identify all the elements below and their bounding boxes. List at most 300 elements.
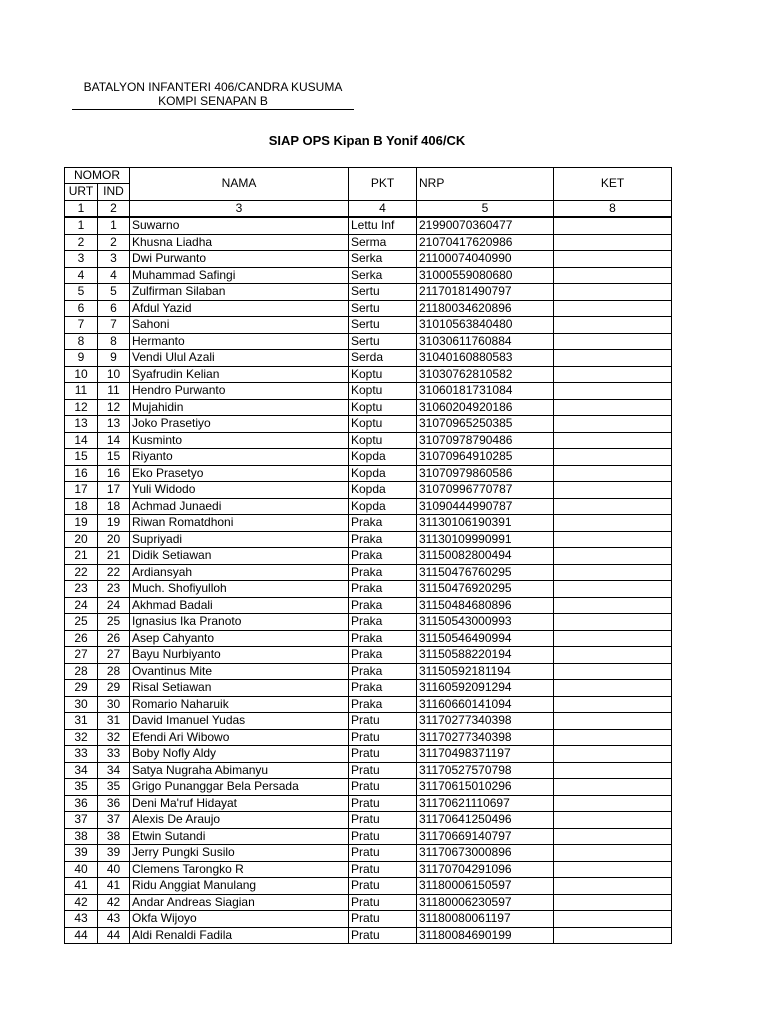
table-row: [65, 465, 672, 482]
row-pkt: Koptu: [349, 383, 417, 400]
row-urt: 7: [65, 317, 98, 334]
row-nrp: 31030762810582: [417, 366, 554, 383]
row-nrp: 31170641250496: [417, 812, 554, 829]
row-nama: Okfa Wijoyo: [130, 911, 349, 928]
row-ket: [554, 465, 672, 482]
row-nama: Jerry Pungki Susilo: [130, 845, 349, 862]
table-row: [65, 614, 672, 631]
row-urt: 3: [65, 251, 98, 268]
row-ket: [554, 383, 672, 400]
row-nama: Akhmad Badali: [130, 597, 349, 614]
row-pkt: Praka: [349, 680, 417, 697]
row-nama: Much. Shofiyulloh: [130, 581, 349, 598]
row-nama: Sahoni: [130, 317, 349, 334]
column-number: 1: [65, 200, 98, 217]
row-urt: 25: [65, 614, 98, 631]
row-nama: Etwin Sutandi: [130, 828, 349, 845]
row-pkt: Sertu: [349, 300, 417, 317]
row-urt: 2: [65, 234, 98, 251]
row-urt: 39: [65, 845, 98, 862]
row-nrp: 31170277340398: [417, 729, 554, 746]
row-ind: 40: [98, 861, 130, 878]
table-row: [65, 647, 672, 664]
table-row: [65, 795, 672, 812]
table-row: [65, 515, 672, 532]
row-ind: 4: [98, 267, 130, 284]
row-nama: Bayu Nurbiyanto: [130, 647, 349, 664]
row-nama: Afdul Yazid: [130, 300, 349, 317]
row-urt: 19: [65, 515, 98, 532]
row-pkt: Sertu: [349, 284, 417, 301]
row-nrp: 21070417620986: [417, 234, 554, 251]
row-ind: 23: [98, 581, 130, 598]
row-nama: Riyanto: [130, 449, 349, 466]
row-ind: 26: [98, 630, 130, 647]
row-ket: [554, 630, 672, 647]
row-ind: 19: [98, 515, 130, 532]
row-ind: 1: [98, 217, 130, 234]
table-row: [65, 267, 672, 284]
row-pkt: Pratu: [349, 894, 417, 911]
header-ket: KET: [554, 168, 672, 201]
row-nrp: 31070978790486: [417, 432, 554, 449]
row-ind: 20: [98, 531, 130, 548]
row-pkt: Pratu: [349, 795, 417, 812]
row-nrp: 31170621110697: [417, 795, 554, 812]
table-row: [65, 696, 672, 713]
row-urt: 17: [65, 482, 98, 499]
row-ket: [554, 647, 672, 664]
row-ket: [554, 399, 672, 416]
company-name: KOMPI SENAPAN B: [72, 93, 354, 110]
row-ind: 8: [98, 333, 130, 350]
column-number: 3: [130, 200, 349, 217]
row-nrp: 31170277340398: [417, 713, 554, 730]
personnel-table: [64, 167, 672, 944]
row-nama: Alexis De Araujo: [130, 812, 349, 829]
unit-name: BATALYON INFANTERI 406/CANDRA KUSUMA: [83, 80, 343, 94]
row-nama: Satya Nugraha Abimanyu: [130, 762, 349, 779]
row-urt: 26: [65, 630, 98, 647]
header-nrp: NRP: [417, 168, 554, 201]
table-row: [65, 350, 672, 367]
row-pkt: Pratu: [349, 713, 417, 730]
row-nrp: 31170673000896: [417, 845, 554, 862]
row-urt: 13: [65, 416, 98, 433]
row-nama: Hendro Purwanto: [130, 383, 349, 400]
table-row: [65, 399, 672, 416]
row-ind: 14: [98, 432, 130, 449]
row-nrp: 31160660141094: [417, 696, 554, 713]
row-pkt: Lettu Inf: [349, 217, 417, 234]
row-ket: [554, 366, 672, 383]
row-ind: 21: [98, 548, 130, 565]
row-nrp: 31160592091294: [417, 680, 554, 697]
row-ind: 43: [98, 911, 130, 928]
row-ind: 30: [98, 696, 130, 713]
row-ket: [554, 927, 672, 944]
row-nrp: 31170704291096: [417, 861, 554, 878]
row-ket: [554, 597, 672, 614]
row-nrp: 31070965250385: [417, 416, 554, 433]
row-nama: Khusna Liadha: [130, 234, 349, 251]
row-urt: 8: [65, 333, 98, 350]
row-nama: Asep Cahyanto: [130, 630, 349, 647]
row-nama: Ridu Anggiat Manulang: [130, 878, 349, 895]
row-pkt: Sertu: [349, 333, 417, 350]
row-nama: Efendi Ari Wibowo: [130, 729, 349, 746]
row-nama: Ovantinus Mite: [130, 663, 349, 680]
table-row: [65, 531, 672, 548]
row-nama: Romario Naharuik: [130, 696, 349, 713]
row-urt: 11: [65, 383, 98, 400]
row-ind: 15: [98, 449, 130, 466]
row-urt: 23: [65, 581, 98, 598]
row-ind: 18: [98, 498, 130, 515]
row-nrp: 31070996770787: [417, 482, 554, 499]
row-ket: [554, 548, 672, 565]
row-ind: 41: [98, 878, 130, 895]
row-ind: 10: [98, 366, 130, 383]
row-ind: 22: [98, 564, 130, 581]
row-urt: 40: [65, 861, 98, 878]
document-title: SIAP OPS Kipan B Yonif 406/CK: [268, 133, 466, 148]
table-row: [65, 251, 672, 268]
row-urt: 32: [65, 729, 98, 746]
row-nrp: 31180080061197: [417, 911, 554, 928]
row-pkt: Pratu: [349, 812, 417, 829]
row-ind: 16: [98, 465, 130, 482]
row-nama: Riwan Romatdhoni: [130, 515, 349, 532]
table-row: [65, 284, 672, 301]
row-nama: Dwi Purwanto: [130, 251, 349, 268]
row-ind: 6: [98, 300, 130, 317]
row-ind: 17: [98, 482, 130, 499]
row-pkt: Praka: [349, 531, 417, 548]
table-row: [65, 779, 672, 796]
row-ind: 31: [98, 713, 130, 730]
row-pkt: Kopda: [349, 465, 417, 482]
row-urt: 36: [65, 795, 98, 812]
row-ind: 42: [98, 894, 130, 911]
row-ket: [554, 432, 672, 449]
row-ket: [554, 251, 672, 268]
row-urt: 30: [65, 696, 98, 713]
row-ind: 12: [98, 399, 130, 416]
row-nrp: 31150592181194: [417, 663, 554, 680]
table-row: [65, 597, 672, 614]
row-urt: 41: [65, 878, 98, 895]
row-nrp: 31180084690199: [417, 927, 554, 944]
row-ind: 32: [98, 729, 130, 746]
table-row: [65, 317, 672, 334]
row-nama: Deni Ma'ruf Hidayat: [130, 795, 349, 812]
row-urt: 5: [65, 284, 98, 301]
row-urt: 1: [65, 217, 98, 234]
row-pkt: Praka: [349, 581, 417, 598]
row-pkt: Pratu: [349, 845, 417, 862]
row-ket: [554, 663, 672, 680]
row-pkt: Koptu: [349, 399, 417, 416]
row-pkt: Praka: [349, 564, 417, 581]
row-nama: Andar Andreas Siagian: [130, 894, 349, 911]
row-nama: Suwarno: [130, 217, 349, 234]
table-row: [65, 482, 672, 499]
row-ind: 7: [98, 317, 130, 334]
row-ket: [554, 762, 672, 779]
table-row: [65, 861, 672, 878]
row-urt: 33: [65, 746, 98, 763]
row-pkt: Praka: [349, 548, 417, 565]
row-pkt: Sertu: [349, 317, 417, 334]
row-pkt: Pratu: [349, 878, 417, 895]
row-ket: [554, 300, 672, 317]
row-ket: [554, 812, 672, 829]
row-nrp: 31170615010296: [417, 779, 554, 796]
row-ket: [554, 680, 672, 697]
table-row: [65, 828, 672, 845]
personnel-rows: [65, 217, 672, 944]
row-nrp: 31150588220194: [417, 647, 554, 664]
row-ket: [554, 845, 672, 862]
row-ket: [554, 482, 672, 499]
row-pkt: Kopda: [349, 498, 417, 515]
row-pkt: Pratu: [349, 746, 417, 763]
row-ind: 29: [98, 680, 130, 697]
table-row: [65, 746, 672, 763]
table-row: [65, 333, 672, 350]
row-nrp: 31030611760884: [417, 333, 554, 350]
row-nrp: 31170498371197: [417, 746, 554, 763]
row-ket: [554, 449, 672, 466]
row-ind: 28: [98, 663, 130, 680]
row-nrp: 31040160880583: [417, 350, 554, 367]
header-nama: NAMA: [130, 168, 349, 201]
row-ket: [554, 284, 672, 301]
row-nrp: 21170181490797: [417, 284, 554, 301]
row-nrp: 31150484680896: [417, 597, 554, 614]
row-nrp: 31010563840480: [417, 317, 554, 334]
row-nama: Ignasius Ika Pranoto: [130, 614, 349, 631]
table-row: [65, 432, 672, 449]
header-urt: URT: [65, 184, 98, 201]
row-ind: 33: [98, 746, 130, 763]
row-ket: [554, 217, 672, 234]
row-nrp: 31060181731084: [417, 383, 554, 400]
row-urt: 38: [65, 828, 98, 845]
row-pkt: Praka: [349, 696, 417, 713]
row-nrp: 31090444990787: [417, 498, 554, 515]
table-row: [65, 894, 672, 911]
row-ind: 9: [98, 350, 130, 367]
row-nama: Achmad Junaedi: [130, 498, 349, 515]
table-row: [65, 845, 672, 862]
table-row: [65, 300, 672, 317]
row-nrp: 21180034620896: [417, 300, 554, 317]
row-ind: 35: [98, 779, 130, 796]
table-row: [65, 581, 672, 598]
row-pkt: Praka: [349, 647, 417, 664]
row-urt: 10: [65, 366, 98, 383]
row-nama: Muhammad Safingi: [130, 267, 349, 284]
row-urt: 34: [65, 762, 98, 779]
row-nrp: 31000559080680: [417, 267, 554, 284]
row-nama: Hermanto: [130, 333, 349, 350]
row-urt: 28: [65, 663, 98, 680]
row-urt: 31: [65, 713, 98, 730]
row-urt: 14: [65, 432, 98, 449]
row-pkt: Kopda: [349, 482, 417, 499]
row-nrp: 31130109990991: [417, 531, 554, 548]
row-ind: 25: [98, 614, 130, 631]
row-pkt: Serma: [349, 234, 417, 251]
row-nama: Kusminto: [130, 432, 349, 449]
table-row: [65, 713, 672, 730]
table-row: [65, 234, 672, 251]
row-pkt: Praka: [349, 630, 417, 647]
header-nomor: NOMOR: [65, 168, 130, 184]
table-row: [65, 729, 672, 746]
row-ind: 39: [98, 845, 130, 862]
row-urt: 35: [65, 779, 98, 796]
row-nama: Syafrudin Kelian: [130, 366, 349, 383]
row-pkt: Pratu: [349, 911, 417, 928]
row-nama: Supriyadi: [130, 531, 349, 548]
row-ket: [554, 878, 672, 895]
row-pkt: Serda: [349, 350, 417, 367]
row-pkt: Koptu: [349, 432, 417, 449]
row-urt: 43: [65, 911, 98, 928]
row-urt: 15: [65, 449, 98, 466]
row-nama: Clemens Tarongko R: [130, 861, 349, 878]
row-urt: 27: [65, 647, 98, 664]
header-ind: IND: [98, 184, 130, 201]
row-nama: Eko Prasetyo: [130, 465, 349, 482]
table-row: [65, 927, 672, 944]
row-pkt: Pratu: [349, 762, 417, 779]
row-nrp: 31150476920295: [417, 581, 554, 598]
row-nama: Vendi Ulul Azali: [130, 350, 349, 367]
row-urt: 20: [65, 531, 98, 548]
row-ket: [554, 515, 672, 532]
row-nrp: 31150546490994: [417, 630, 554, 647]
row-nrp: 31170669140797: [417, 828, 554, 845]
row-ket: [554, 581, 672, 598]
row-nama: Risal Setiawan: [130, 680, 349, 697]
row-urt: 44: [65, 927, 98, 944]
row-ind: 36: [98, 795, 130, 812]
row-urt: 24: [65, 597, 98, 614]
table-row: [65, 663, 672, 680]
table-row: [65, 366, 672, 383]
row-ind: 24: [98, 597, 130, 614]
row-pkt: Koptu: [349, 416, 417, 433]
row-nama: Yuli Widodo: [130, 482, 349, 499]
row-ind: 2: [98, 234, 130, 251]
row-ket: [554, 696, 672, 713]
row-nama: Ardiansyah: [130, 564, 349, 581]
row-nrp: 31070979860586: [417, 465, 554, 482]
column-number: 8: [554, 200, 672, 217]
row-ind: 37: [98, 812, 130, 829]
table-row: [65, 548, 672, 565]
table-row: [65, 217, 672, 234]
row-ket: [554, 911, 672, 928]
row-urt: 21: [65, 548, 98, 565]
row-nrp: 31060204920186: [417, 399, 554, 416]
row-ind: 38: [98, 828, 130, 845]
row-pkt: Praka: [349, 597, 417, 614]
row-ind: 3: [98, 251, 130, 268]
row-urt: 12: [65, 399, 98, 416]
row-urt: 4: [65, 267, 98, 284]
row-ket: [554, 234, 672, 251]
row-nrp: 31150082800494: [417, 548, 554, 565]
row-nama: David Imanuel Yudas: [130, 713, 349, 730]
row-ind: 44: [98, 927, 130, 944]
column-number: 5: [417, 200, 554, 217]
row-ket: [554, 498, 672, 515]
row-ket: [554, 795, 672, 812]
row-nama: Mujahidin: [130, 399, 349, 416]
row-ket: [554, 564, 672, 581]
row-nama: Grigo Punanggar Bela Persada: [130, 779, 349, 796]
row-nrp: 31150543000993: [417, 614, 554, 631]
row-nrp: 31180006230597: [417, 894, 554, 911]
row-ket: [554, 828, 672, 845]
row-ket: [554, 729, 672, 746]
table-row: [65, 680, 672, 697]
row-nrp: 31150476760295: [417, 564, 554, 581]
row-urt: 42: [65, 894, 98, 911]
row-ket: [554, 894, 672, 911]
row-urt: 18: [65, 498, 98, 515]
row-nrp: 31070964910285: [417, 449, 554, 466]
row-urt: 9: [65, 350, 98, 367]
row-pkt: Kopda: [349, 449, 417, 466]
row-nrp: 31170527570798: [417, 762, 554, 779]
column-number: 4: [349, 200, 417, 217]
row-ind: 13: [98, 416, 130, 433]
row-pkt: Pratu: [349, 828, 417, 845]
table-row: [65, 383, 672, 400]
row-ind: 11: [98, 383, 130, 400]
row-ind: 5: [98, 284, 130, 301]
row-pkt: Pratu: [349, 729, 417, 746]
row-nama: Aldi Renaldi Fadila: [130, 927, 349, 944]
row-ket: [554, 317, 672, 334]
row-pkt: Pratu: [349, 861, 417, 878]
row-ket: [554, 779, 672, 796]
table-row: [65, 564, 672, 581]
row-nrp: 31130106190391: [417, 515, 554, 532]
row-ket: [554, 350, 672, 367]
row-pkt: Praka: [349, 515, 417, 532]
row-urt: 6: [65, 300, 98, 317]
row-pkt: Koptu: [349, 366, 417, 383]
row-pkt: Serka: [349, 267, 417, 284]
row-ket: [554, 713, 672, 730]
row-nama: Boby Nofly Aldy: [130, 746, 349, 763]
row-urt: 16: [65, 465, 98, 482]
table-row: [65, 416, 672, 433]
row-pkt: Praka: [349, 663, 417, 680]
row-nrp: 21100074040990: [417, 251, 554, 268]
row-nrp: 21990070360477: [417, 217, 554, 234]
row-ket: [554, 267, 672, 284]
table-row: [65, 762, 672, 779]
row-pkt: Praka: [349, 614, 417, 631]
